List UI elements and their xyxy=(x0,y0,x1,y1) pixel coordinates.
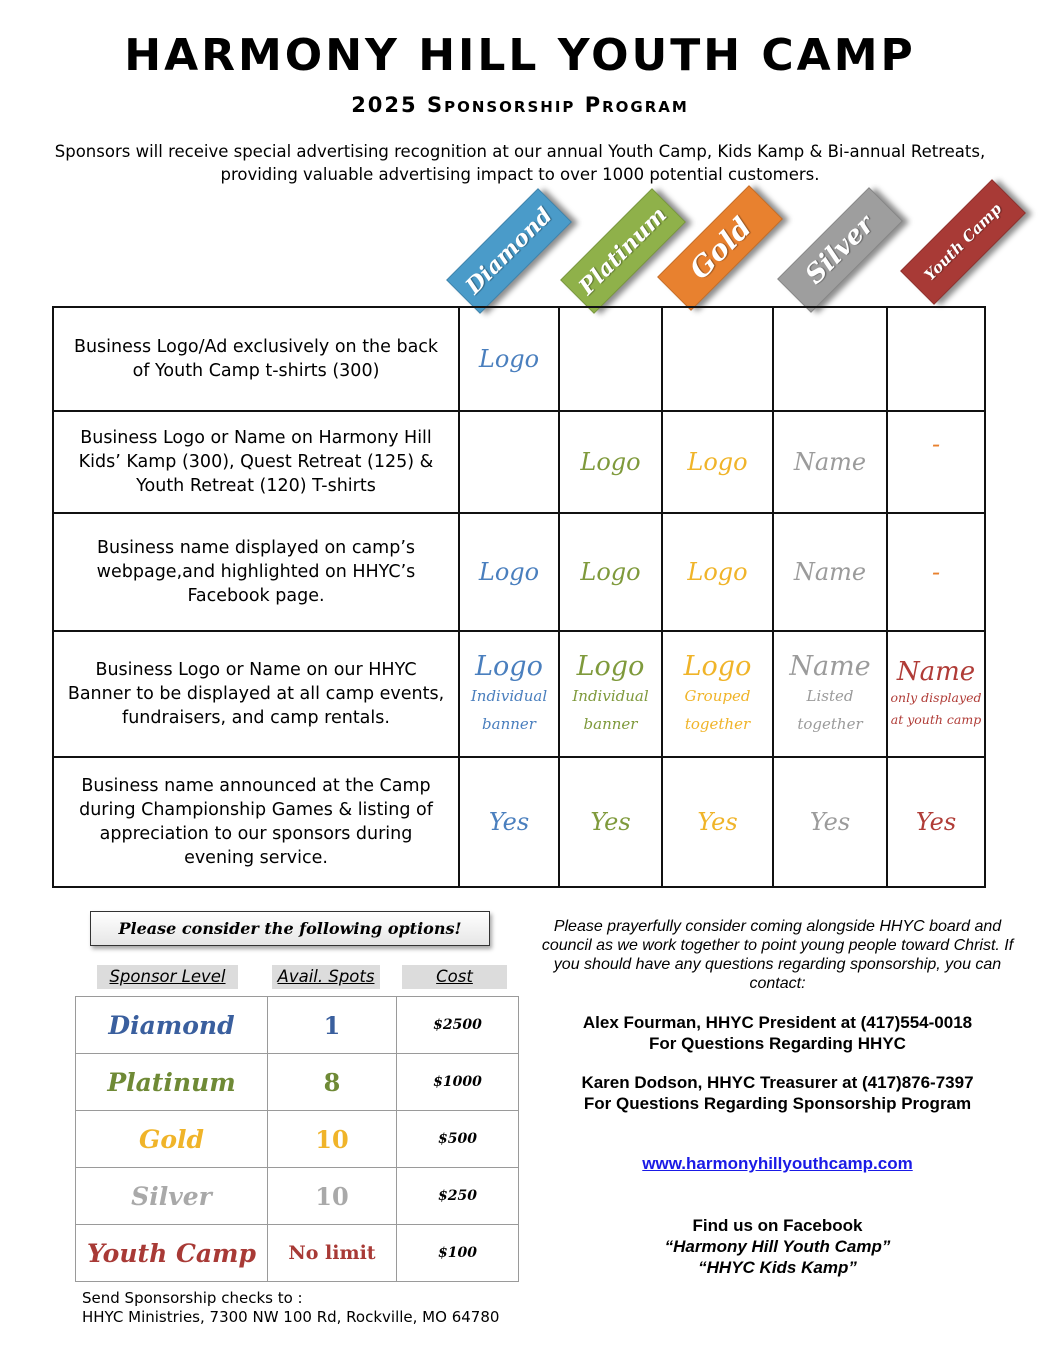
header-avail-spots: Avail. Spots xyxy=(272,965,380,989)
contact-president xyxy=(530,1012,1025,1054)
level-spots xyxy=(268,997,397,1054)
level-spots-text: 10 xyxy=(315,1181,349,1211)
level-name-text: Diamond xyxy=(108,1010,235,1040)
cell-silver xyxy=(773,631,887,757)
cell-silver xyxy=(773,757,887,887)
cell-value: Name xyxy=(896,657,976,687)
benefit-row-3 xyxy=(53,513,985,631)
cell-note: Grouped together xyxy=(684,686,751,733)
cell-value: Logo xyxy=(687,448,748,476)
cell-value: Yes xyxy=(590,808,631,836)
level-spots xyxy=(268,1111,397,1168)
cell-value: Logo xyxy=(576,650,645,682)
level-spots-text: 8 xyxy=(323,1067,341,1097)
cell-value: Logo xyxy=(683,650,752,682)
cell-gold xyxy=(662,757,773,887)
banner-platinum: Platinum xyxy=(560,188,686,314)
cell-value: Logo xyxy=(478,345,540,373)
cell-value: Yes xyxy=(915,808,957,836)
facebook-info xyxy=(530,1215,1025,1278)
cell-diamond xyxy=(459,307,559,411)
contact-president-line: Alex Fourman, HHYC President at (417)554-0018 xyxy=(582,1013,973,1032)
level-cost: $500 xyxy=(397,1111,519,1168)
level-row xyxy=(76,1168,519,1225)
level-name-text: Silver xyxy=(131,1181,212,1211)
benefit-description: Business name announced at the Camp during Championship Games & listing of appreciation to our sponsors during evening service. xyxy=(53,757,459,887)
cell-value: Name xyxy=(793,448,867,476)
page-title: HARMONY HILL YOUTH CAMP xyxy=(124,30,916,81)
cell-silver xyxy=(773,411,887,513)
level-name xyxy=(76,1168,268,1225)
benefit-description: Business Logo or Name on our HHYC Banner to be displayed at all camp events, fundraisers, and camp rentals. xyxy=(53,631,459,757)
mailing-address xyxy=(82,1289,499,1327)
contact-treasurer xyxy=(530,1072,1025,1114)
header-cost: Cost xyxy=(402,965,507,989)
contact-president-note: For Questions Regarding HHYC xyxy=(649,1034,906,1053)
level-name xyxy=(76,997,268,1054)
level-name xyxy=(76,1054,268,1111)
level-spots-text: 10 xyxy=(315,1124,349,1154)
cell-platinum xyxy=(559,631,662,757)
benefit-row-1 xyxy=(53,307,985,411)
benefit-description: Business Logo or Name on Harmony Hill Kids’ Kamp (300), Quest Retreat (125) & Youth Retreat (120) T-shirts xyxy=(53,411,459,513)
cell-silver xyxy=(773,513,887,631)
cell-youth-camp xyxy=(887,307,985,411)
cell-diamond xyxy=(459,631,559,757)
contact-treasurer-note: For Questions Regarding Sponsorship Program xyxy=(583,1094,972,1113)
cell-platinum xyxy=(559,307,662,411)
sponsor-levels-table xyxy=(75,996,519,1282)
cell-gold xyxy=(662,513,773,631)
cell-youth-camp xyxy=(887,631,985,757)
intro-line-1: Sponsors will receive special advertising recognition at our annual Youth Camp, Kids Kamp & Bi-annual Retreats, xyxy=(54,142,986,161)
cell-value: Logo xyxy=(478,558,540,586)
benefit-row-4 xyxy=(53,631,985,757)
banner-silver: Silver xyxy=(777,187,903,313)
level-row xyxy=(76,1054,519,1111)
prayer-text: Please prayerfully consider coming alongside HHYC board and council as we work together to point young people toward Christ. If you should have any questions regarding sponsorship, you can contact: xyxy=(541,918,1014,992)
page-subtitle: 2025 Sponsorship Program xyxy=(351,93,689,117)
cell-note: Listed together xyxy=(797,686,863,733)
contact-treasurer-line: Karen Dodson, HHYC Treasurer at (417)876-7397 xyxy=(581,1073,974,1092)
level-row xyxy=(76,1111,519,1168)
cell-value: Logo xyxy=(580,558,641,586)
level-cost: $2500 xyxy=(397,997,519,1054)
options-callout: Please consider the following options! xyxy=(90,911,490,946)
cell-note: Individual banner xyxy=(572,686,649,733)
cell-value: Name xyxy=(789,650,871,682)
cell-gold xyxy=(662,631,773,757)
facebook-title: Find us on Facebook xyxy=(692,1216,863,1235)
benefit-row-2 xyxy=(53,411,985,513)
cell-value: Yes xyxy=(488,808,530,836)
mailing-address-line: HHYC Ministries, 7300 NW 100 Rd, Rockville, MO 64780 xyxy=(82,1308,500,1326)
cell-value: - xyxy=(931,430,941,458)
level-name xyxy=(76,1225,268,1282)
cell-value: - xyxy=(931,558,941,586)
level-row xyxy=(76,997,519,1054)
cell-diamond xyxy=(459,757,559,887)
cell-value: Yes xyxy=(809,808,851,836)
cell-diamond xyxy=(459,411,559,513)
cell-value: Logo xyxy=(475,650,543,682)
facebook-page-2: “HHYC Kids Kamp” xyxy=(698,1258,857,1277)
level-cost: $1000 xyxy=(397,1054,519,1111)
level-name xyxy=(76,1111,268,1168)
cell-youth-camp xyxy=(887,757,985,887)
cell-youth-camp xyxy=(887,513,985,631)
cell-value: Logo xyxy=(687,558,748,586)
level-name-text: Youth Camp xyxy=(87,1238,256,1268)
cell-note: Individual banner xyxy=(470,686,548,733)
benefit-description: Business Logo/Ad exclusively on the back of Youth Camp t-shirts (300) xyxy=(53,307,459,411)
cell-value: Logo xyxy=(580,448,641,476)
level-spots-text: No limit xyxy=(288,1242,376,1264)
cell-platinum xyxy=(559,757,662,887)
cell-value: Yes xyxy=(697,808,738,836)
level-cost: $100 xyxy=(397,1225,519,1282)
banner-gold: Gold xyxy=(657,185,783,311)
cell-platinum xyxy=(559,513,662,631)
cell-gold xyxy=(662,411,773,513)
level-row xyxy=(76,1225,519,1282)
benefit-row-5 xyxy=(53,757,985,887)
benefits-table xyxy=(52,306,986,888)
header-sponsor-level: Sponsor Level xyxy=(97,965,238,989)
intro-line-2: providing valuable advertising impact to over 1000 potential customers. xyxy=(220,165,820,184)
level-spots xyxy=(268,1168,397,1225)
mailing-label: Send Sponsorship checks to : xyxy=(82,1289,303,1307)
level-name-text: Platinum xyxy=(107,1067,236,1097)
cell-platinum xyxy=(559,411,662,513)
facebook-page-1: “Harmony Hill Youth Camp” xyxy=(664,1237,891,1256)
intro-text xyxy=(30,140,1010,186)
cell-note: only displayed at youth camp xyxy=(890,690,982,727)
cell-value: Name xyxy=(793,558,867,586)
level-cost: $250 xyxy=(397,1168,519,1225)
cell-diamond xyxy=(459,513,559,631)
benefit-description: Business name displayed on camp’s webpage,and highlighted on HHYC’s Facebook page. xyxy=(53,513,459,631)
cell-silver xyxy=(773,307,887,411)
level-spots xyxy=(268,1054,397,1111)
level-spots xyxy=(268,1225,397,1282)
level-name-text: Gold xyxy=(138,1124,204,1154)
cell-youth-camp xyxy=(887,411,985,513)
level-spots-text: 1 xyxy=(323,1010,341,1040)
cell-gold xyxy=(662,307,773,411)
banner-diamond: Diamond xyxy=(446,188,572,314)
website-link[interactable]: www.harmonyhillyouthcamp.com xyxy=(642,1154,913,1173)
banner-youth-camp: Youth Camp xyxy=(900,179,1026,305)
